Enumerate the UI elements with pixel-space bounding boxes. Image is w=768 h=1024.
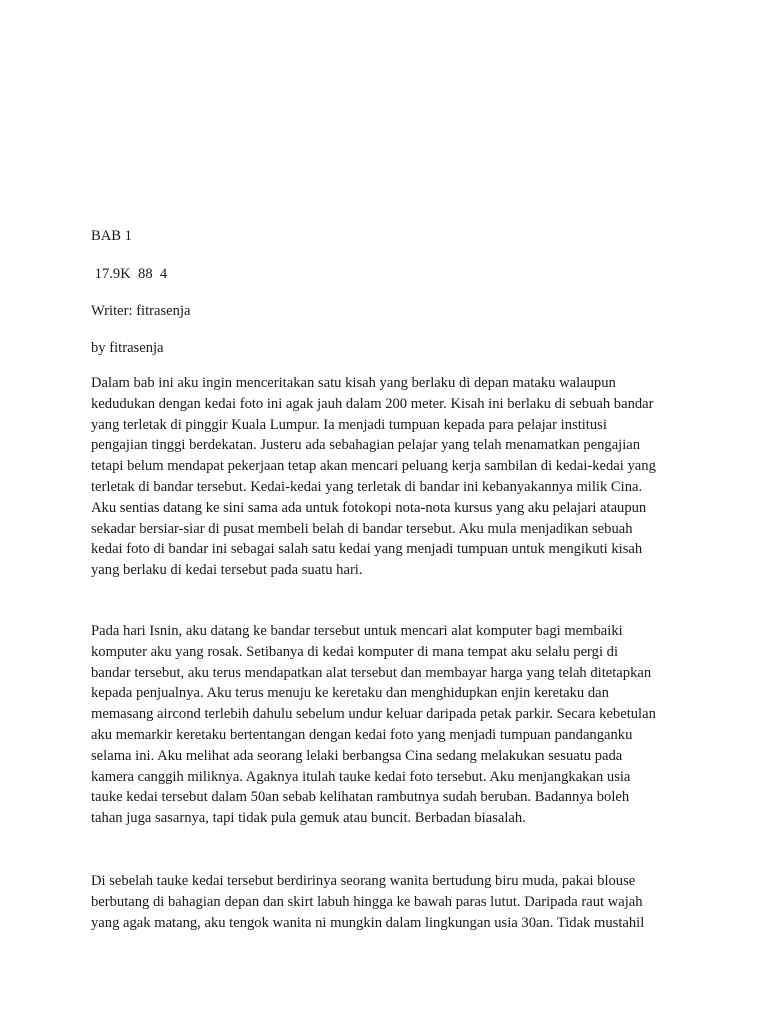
paragraph-line: berbutang di bahagian depan dan skirt labuh hingga ke bawah paras lutut. Daripada raut wajah	[91, 893, 643, 910]
paragraph-line: selama ini. Aku melihat ada seorang lelaki berbangsa Cina sedang melakukan sesuatu pada	[91, 747, 623, 764]
paragraph-line: yang terletak di pinggir Kuala Lumpur. Ia menjadi tumpuan kepada para pelajar institusi	[91, 416, 607, 433]
paragraph-line: bandar tersebut, aku terus mendapatkan alat tersebut dan membayar harga yang telah ditetapkan	[91, 664, 652, 681]
paragraph-line: Aku sentias datang ke sini sama ada untuk fotokopi nota-nota kursus yang aku pelajari ataupun	[91, 499, 647, 516]
chapter-stats: 17.9K 88 4	[91, 266, 168, 282]
paragraph-line: tauke kedai tersebut dalam 50an sebab kelihatan rambutnya sudah beruban. Badannya boleh	[91, 789, 630, 806]
paragraph-2	[91, 621, 671, 829]
paragraph-line: kedai foto di bandar ini sebagai salah satu kedai yang menjadi tumpuan untuk mengikuti kisah	[91, 541, 643, 558]
chapter-title: BAB 1	[91, 228, 132, 244]
paragraph-line: yang agak matang, aku tengok wanita ni mungkin dalam lingkungan usia 30an. Tidak mustahil	[91, 914, 645, 931]
paragraph-line: sekadar bersiar-siar di pusat membeli belah di bandar tersebut. Aku mula menjadikan sebuah	[91, 520, 633, 537]
paragraph-line: pengajian tinggi berdekatan. Justeru ada sebahagian pelajar yang telah menamatkan pengajian	[91, 437, 641, 454]
writer-label: Writer: fitrasenja	[91, 303, 191, 319]
paragraph-line: Dalam bab ini aku ingin menceritakan satu kisah yang berlaku di depan mataku walaupun	[91, 375, 616, 391]
byline: by fitrasenja	[91, 340, 164, 356]
paragraph-line: aku memarkir keretaku bertentangan dengan kedai foto yang menjadi tumpuan pandanganku	[91, 726, 633, 743]
document-page	[91, 226, 691, 933]
paragraph-3	[91, 871, 671, 933]
paragraph-line: yang berlaku di kedai tersebut pada suatu hari.	[91, 562, 363, 579]
paragraph-line: kedudukan dengan kedai foto ini agak jauh dalam 200 meter. Kisah ini berlaku di sebuah bandar	[91, 395, 654, 412]
paragraph-line: kamera canggih miliknya. Agaknya itulah tauke kedai foto tersebut. Aku menjangkakan usia	[91, 768, 631, 785]
paragraph-line: tahan juga sasarnya, tapi tidak pula gemuk atau buncit. Berbadan biasalah.	[91, 810, 526, 827]
paragraph-line: tetapi belum mendapat pekerjaan tetap akan mencari peluang kerja sambilan di kedai-kedai yang	[91, 458, 656, 475]
paragraph-line: kepada penjualnya. Aku terus menuju ke keretaku dan menghidupkan enjin keretaku dan	[91, 685, 609, 702]
paragraph-line: komputer aku yang rosak. Setibanya di kedai komputer di mana tempat aku selalu pergi di	[91, 643, 618, 660]
paragraph-line: Pada hari Isnin, aku datang ke bandar tersebut untuk mencari alat komputer bagi membaiki	[91, 622, 623, 639]
paragraph-1	[91, 373, 671, 581]
paragraph-line: memasang aircond terlebih dahulu sebelum undur keluar daripada petak parkir. Secara kebetulan	[91, 706, 656, 723]
paragraph-line: terletak di bandar tersebut. Kedai-kedai yang terletak di bandar ini kebanyakannya milik Cina.	[91, 478, 643, 495]
paragraph-line: Di sebelah tauke kedai tersebut berdirinya seorang wanita bertudung biru muda, pakai blouse	[91, 872, 636, 889]
